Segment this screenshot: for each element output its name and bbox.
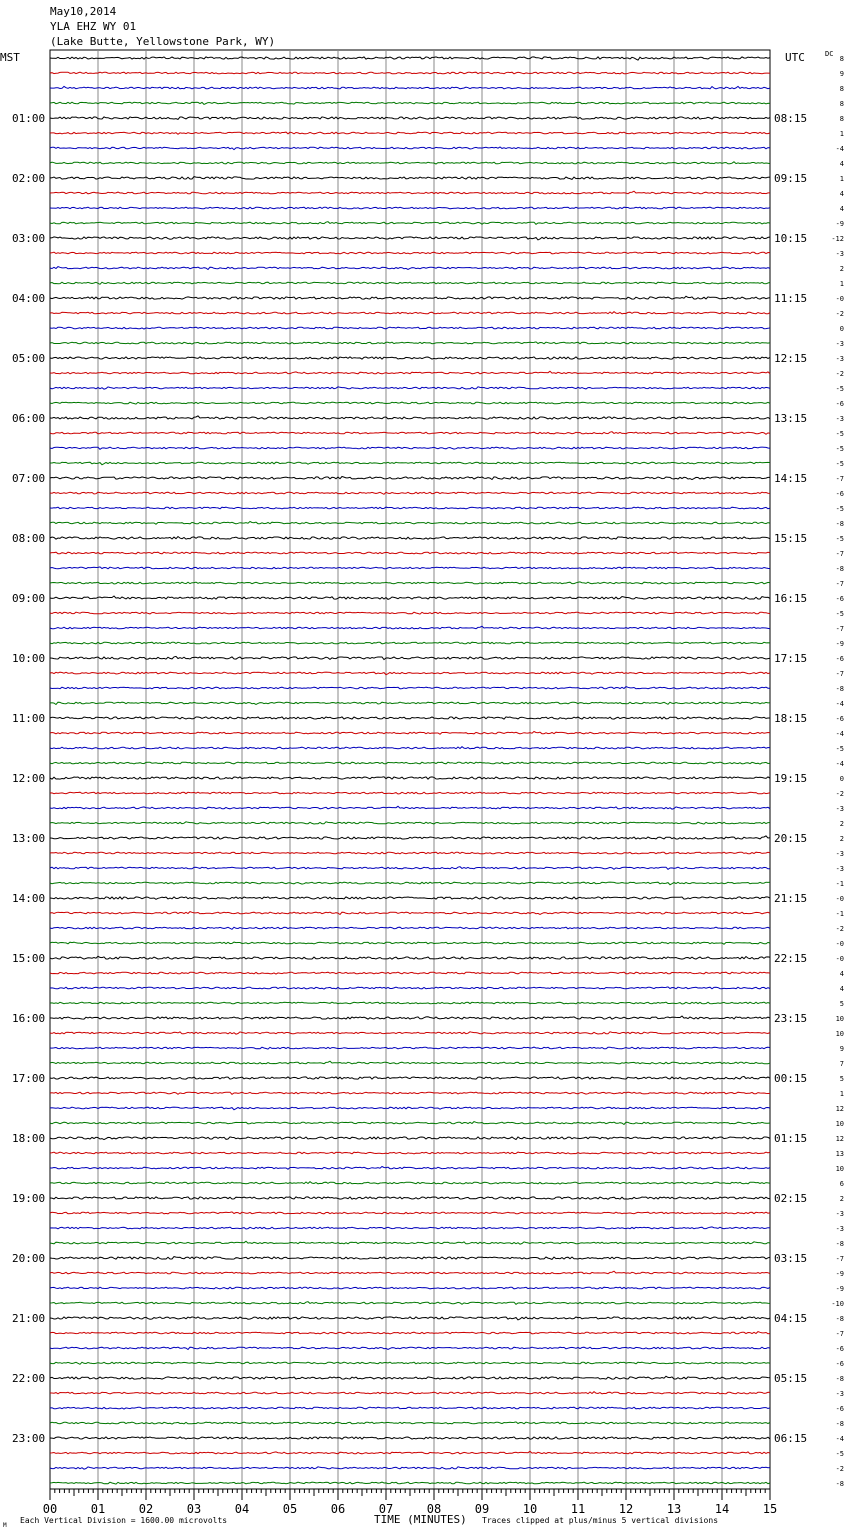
dc-offset-label: -5: [835, 745, 844, 753]
seismic-trace: [50, 57, 770, 60]
mst-hour-label: 05:00: [12, 352, 46, 365]
mst-hour-label: 16:00: [12, 1012, 46, 1025]
x-tick-label: 13: [666, 1502, 682, 1516]
seismic-trace: [50, 477, 770, 480]
x-tick-label: 02: [138, 1502, 154, 1516]
mst-axis-label: MST: [0, 51, 20, 64]
mst-hour-label: 07:00: [12, 472, 46, 485]
utc-hour-label: 14:15: [774, 472, 808, 485]
clip-note: Traces clipped at plus/minus 5 vertical divisions: [482, 1516, 719, 1525]
utc-hour-label: 18:15: [774, 712, 808, 725]
seismic-trace: [50, 1152, 770, 1154]
seismic-trace: [50, 252, 770, 254]
mst-hour-label: 11:00: [12, 712, 46, 725]
vertical-scale-note: Each Vertical Division = 1600.00 microvolts: [20, 1516, 228, 1525]
x-tick-label: 04: [234, 1502, 250, 1516]
seismic-trace: [50, 102, 770, 104]
dc-offset-label: 10: [835, 1165, 844, 1173]
dc-offset-label: 1: [839, 175, 844, 183]
seismic-trace: [50, 582, 770, 584]
mst-hour-label: 20:00: [12, 1252, 46, 1265]
seismic-trace: [50, 732, 770, 735]
dc-offset-label: -2: [835, 1465, 844, 1473]
seismic-trace: [50, 342, 770, 344]
utc-hour-label: 06:15: [774, 1432, 808, 1445]
dc-offset-label: 8: [839, 55, 844, 63]
seismic-trace: [50, 387, 770, 389]
dc-offset-label: -7: [835, 625, 844, 633]
utc-hour-label: 00:15: [774, 1072, 808, 1085]
dc-offset-label: -4: [835, 145, 844, 153]
seismic-trace: [50, 552, 770, 554]
dc-offset-label: 4: [839, 160, 844, 168]
corner-mark: M: [3, 1522, 7, 1529]
dc-offset-label: -3: [835, 415, 844, 423]
seismic-trace: [50, 687, 770, 689]
x-tick-label: 07: [378, 1502, 394, 1516]
dc-offset-label: -5: [835, 610, 844, 618]
dc-offset-label: -2: [835, 925, 844, 933]
seismic-trace: [50, 1392, 770, 1394]
seismic-trace: [50, 1437, 770, 1439]
seismic-trace: [50, 1332, 770, 1334]
seismic-trace: [50, 1287, 770, 1289]
seismic-trace: [50, 162, 770, 164]
seismic-trace: [50, 86, 770, 88]
dc-offset-label: -6: [835, 595, 844, 603]
seismic-trace: [50, 927, 770, 929]
dc-offset-label: 9: [839, 70, 844, 78]
seismic-trace: [50, 282, 770, 284]
seismic-trace: [50, 1422, 770, 1424]
seismic-trace: [50, 447, 770, 449]
seismic-trace: [50, 792, 770, 794]
dc-offset-label: 10: [835, 1015, 844, 1023]
seismic-trace: [50, 1032, 770, 1034]
seismic-trace: [50, 507, 770, 509]
seismic-trace: [50, 537, 770, 540]
utc-hour-label: 04:15: [774, 1312, 808, 1325]
dc-offset-label: 1: [839, 1090, 844, 1098]
seismic-trace: [50, 806, 770, 809]
dc-offset-label: -2: [835, 790, 844, 798]
mst-hour-label: 01:00: [12, 112, 46, 125]
seismic-trace: [50, 177, 770, 180]
dc-offset-label: -3: [835, 1210, 844, 1218]
dc-offset-label: -7: [835, 1255, 844, 1263]
utc-hour-label: 17:15: [774, 652, 808, 665]
utc-hour-label: 08:15: [774, 112, 808, 125]
utc-hour-label: 11:15: [774, 292, 808, 305]
seismic-trace: [50, 777, 770, 779]
seismic-trace: [50, 1107, 770, 1110]
mst-hour-label: 19:00: [12, 1192, 46, 1205]
dc-offset-label: 6: [839, 1180, 844, 1188]
seismic-trace: [50, 1002, 770, 1004]
utc-hour-label: 13:15: [774, 412, 808, 425]
dc-offset-label: 0: [839, 775, 844, 783]
mst-hour-label: 06:00: [12, 412, 46, 425]
seismic-trace: [50, 1047, 770, 1049]
mst-hour-label: 09:00: [12, 592, 46, 605]
dc-offset-label: 4: [839, 985, 844, 993]
dc-offset-label: 5: [839, 1000, 844, 1008]
dc-offset-label: -3: [835, 850, 844, 858]
utc-hour-label: 01:15: [774, 1132, 808, 1145]
seismic-trace: [50, 836, 770, 839]
dc-offset-label: 2: [839, 265, 844, 273]
recording-date: May10,2014: [50, 5, 117, 18]
utc-hour-label: 15:15: [774, 532, 808, 545]
seismic-trace: [50, 1317, 770, 1320]
x-tick-label: 06: [330, 1502, 346, 1516]
mst-hour-label: 13:00: [12, 832, 46, 845]
seismic-trace: [50, 237, 770, 240]
dc-offset-label: -4: [835, 700, 844, 708]
x-tick-label: 08: [426, 1502, 442, 1516]
seismic-trace: [50, 1212, 770, 1214]
dc-offset-label: -0: [835, 940, 844, 948]
seismic-trace: [50, 1271, 770, 1274]
dc-offset-label: 12: [835, 1105, 844, 1113]
dc-offset-label: 2: [839, 1195, 844, 1203]
mst-hour-label: 02:00: [12, 172, 46, 185]
dc-offset-label: -6: [835, 1345, 844, 1353]
seismic-trace: [50, 867, 770, 870]
x-tick-label: 00: [42, 1502, 58, 1516]
seismic-trace: [50, 1302, 770, 1305]
seismic-trace: [50, 1061, 770, 1064]
dc-offset-label: -3: [835, 865, 844, 873]
dc-offset-label: -6: [835, 1405, 844, 1413]
dc-offset-label: -8: [835, 1240, 844, 1248]
seismic-trace: [50, 1197, 770, 1199]
seismic-trace: [50, 1482, 770, 1484]
utc-hour-label: 12:15: [774, 352, 808, 365]
station-code: YLA EHZ WY 01: [50, 20, 137, 33]
seismic-trace: [50, 567, 770, 569]
utc-hour-label: 21:15: [774, 892, 808, 905]
seismic-trace: [50, 296, 770, 299]
seismic-trace: [50, 357, 770, 359]
seismic-trace: [50, 942, 770, 944]
dc-offset-label: -8: [835, 520, 844, 528]
mst-hour-label: 15:00: [12, 952, 46, 965]
dc-offset-label: 10: [835, 1030, 844, 1038]
dc-offset-label: -2: [835, 310, 844, 318]
dc-offset-label: -7: [835, 670, 844, 678]
dc-offset-label: -6: [835, 400, 844, 408]
seismic-trace: [50, 626, 770, 629]
dc-offset-label: -3: [835, 805, 844, 813]
utc-hour-label: 03:15: [774, 1252, 808, 1265]
dc-offset-label: 8: [839, 85, 844, 93]
seismic-trace: [50, 1241, 770, 1244]
seismic-trace: [50, 147, 770, 150]
axis-labels: [0, 50, 844, 1529]
dc-offset-label: -5: [835, 430, 844, 438]
x-tick-label: 05: [282, 1502, 298, 1516]
dc-offset-label: -4: [835, 1435, 844, 1443]
utc-hour-label: 09:15: [774, 172, 808, 185]
dc-offset-label: 1: [839, 130, 844, 138]
dc-offset-label: -9: [835, 640, 844, 648]
dc-offset-label: -4: [835, 730, 844, 738]
dc-offset-label: -5: [835, 535, 844, 543]
dc-offset-label: 2: [839, 835, 844, 843]
seismic-trace: [50, 72, 770, 74]
utc-hour-label: 02:15: [774, 1192, 808, 1205]
x-axis-title: TIME (MINUTES): [374, 1513, 467, 1526]
dc-offset-label: -9: [835, 1285, 844, 1293]
x-tick-label: 01: [90, 1502, 106, 1516]
dc-offset-label: -8: [835, 1375, 844, 1383]
x-tick-label: 15: [762, 1502, 778, 1516]
seismic-trace: [50, 762, 770, 764]
x-tick-label: 11: [570, 1502, 586, 1516]
dc-offset-label: 9: [839, 1045, 844, 1053]
seismic-trace: [50, 656, 770, 659]
seismic-trace: [50, 117, 770, 120]
dc-offset-label: 4: [839, 205, 844, 213]
seismic-trace: [50, 312, 770, 314]
utc-hour-label: 05:15: [774, 1372, 808, 1385]
utc-hour-label: 16:15: [774, 592, 808, 605]
dc-offset-label: -0: [835, 955, 844, 963]
dc-offset-label: 1: [839, 280, 844, 288]
seismic-trace: [50, 596, 770, 599]
dc-offset-label: -8: [835, 1315, 844, 1323]
seismic-trace: [50, 371, 770, 374]
dc-offset-label: 8: [839, 100, 844, 108]
seismic-trace: [50, 852, 770, 854]
dc-offset-label: -0: [835, 895, 844, 903]
dc-offset-label: -5: [835, 445, 844, 453]
seismic-trace: [50, 462, 770, 465]
seismogram-traces: [50, 57, 770, 1484]
seismic-trace: [50, 717, 770, 719]
seismic-trace: [50, 642, 770, 644]
seismic-trace: [50, 416, 770, 419]
seismic-trace: [50, 1122, 770, 1125]
utc-hour-label: 19:15: [774, 772, 808, 785]
dc-offset-label: 13: [835, 1150, 844, 1158]
dc-offset-label: -3: [835, 355, 844, 363]
seismic-trace: [50, 1016, 770, 1019]
dc-offset-label: -7: [835, 580, 844, 588]
utc-hour-label: 20:15: [774, 832, 808, 845]
utc-hour-label: 22:15: [774, 952, 808, 965]
dc-offset-label: -3: [835, 1390, 844, 1398]
mst-hour-label: 22:00: [12, 1372, 46, 1385]
dc-offset-label: 10: [835, 1120, 844, 1128]
mst-hour-label: 14:00: [12, 892, 46, 905]
dc-offset-label: 4: [839, 970, 844, 978]
mst-hour-label: 10:00: [12, 652, 46, 665]
dc-offset-label: -8: [835, 1480, 844, 1488]
seismic-trace: [50, 1376, 770, 1379]
dc-offset-label: -5: [835, 505, 844, 513]
dc-offset-label: -8: [835, 685, 844, 693]
dc-offset-label: -7: [835, 1330, 844, 1338]
mst-hour-label: 23:00: [12, 1432, 46, 1445]
seismic-trace: [50, 1076, 770, 1079]
station-location: (Lake Butte, Yellowstone Park, WY): [50, 35, 276, 48]
dc-offset-label: -3: [835, 1225, 844, 1233]
seismic-trace: [50, 1257, 770, 1260]
dc-offset-label: 8: [839, 115, 844, 123]
seismic-trace: [50, 492, 770, 494]
seismic-trace: [50, 882, 770, 885]
dc-offset-label: 2: [839, 820, 844, 828]
dc-offset-label: -9: [835, 220, 844, 228]
seismic-trace: [50, 956, 770, 959]
seismic-trace: [50, 432, 770, 435]
dc-offset-label: 5: [839, 1075, 844, 1083]
dc-offset-label: 4: [839, 190, 844, 198]
seismic-trace: [50, 897, 770, 899]
x-tick-label: 03: [186, 1502, 202, 1516]
utc-axis-label: UTC: [785, 51, 805, 64]
mst-hour-label: 17:00: [12, 1072, 46, 1085]
seismic-trace: [50, 972, 770, 974]
dc-offset-label: -3: [835, 340, 844, 348]
dc-offset-label: -10: [831, 1300, 844, 1308]
dc-offset-label: -5: [835, 460, 844, 468]
mst-hour-label: 12:00: [12, 772, 46, 785]
seismic-trace: [50, 612, 770, 614]
dc-offset-label: -8: [835, 565, 844, 573]
seismic-trace: [50, 822, 770, 824]
seismic-trace: [50, 1167, 770, 1170]
seismic-trace: [50, 267, 770, 270]
x-tick-label: 14: [714, 1502, 730, 1516]
dc-offset-label: -6: [835, 1360, 844, 1368]
seismic-trace: [50, 1182, 770, 1184]
dc-offset-label: -3: [835, 250, 844, 258]
seismic-trace: [50, 1467, 770, 1469]
dc-offset-label: -9: [835, 1270, 844, 1278]
dc-offset-label: -6: [835, 715, 844, 723]
x-tick-label: 09: [474, 1502, 490, 1516]
mst-hour-label: 03:00: [12, 232, 46, 245]
seismic-trace: [50, 1451, 770, 1454]
seismic-trace: [50, 672, 770, 675]
seismic-trace: [50, 402, 770, 404]
seismic-trace: [50, 1092, 770, 1094]
seismic-trace: [50, 912, 770, 915]
dc-offset-label: -6: [835, 490, 844, 498]
dc-offset-label: -1: [835, 880, 844, 888]
dc-offset-label: -0: [835, 295, 844, 303]
seismic-trace: [50, 222, 770, 225]
seismic-trace: [50, 522, 770, 525]
dc-column-label: DC: [825, 50, 834, 58]
seismic-trace: [50, 987, 770, 989]
dc-offset-label: 0: [839, 325, 844, 333]
seismic-trace: [50, 207, 770, 209]
seismic-trace: [50, 132, 770, 134]
dc-offset-label: -2: [835, 370, 844, 378]
dc-offset-label: -4: [835, 760, 844, 768]
dc-offset-label: -1: [835, 910, 844, 918]
mst-hour-label: 08:00: [12, 532, 46, 545]
dc-offset-label: -7: [835, 550, 844, 558]
dc-offset-label: 12: [835, 1135, 844, 1143]
dc-offset-label: -8: [835, 1420, 844, 1428]
utc-hour-label: 23:15: [774, 1012, 808, 1025]
dc-offset-label: -7: [835, 475, 844, 483]
dc-offset-label: 7: [839, 1060, 844, 1068]
seismic-trace: [50, 747, 770, 749]
seismic-trace: [50, 702, 770, 704]
utc-hour-label: 10:15: [774, 232, 808, 245]
seismic-trace: [50, 191, 770, 194]
dc-offset-label: -12: [831, 235, 844, 243]
mst-hour-label: 21:00: [12, 1312, 46, 1325]
dc-offset-label: -6: [835, 655, 844, 663]
mst-hour-label: 18:00: [12, 1132, 46, 1145]
dc-offset-label: -5: [835, 385, 844, 393]
x-tick-label: 10: [522, 1502, 538, 1516]
seismic-trace: [50, 1362, 770, 1364]
seismic-trace: [50, 327, 770, 329]
mst-hour-label: 04:00: [12, 292, 46, 305]
seismic-trace: [50, 1347, 770, 1349]
x-tick-label: 12: [618, 1502, 634, 1516]
seismic-trace: [50, 1137, 770, 1140]
seismic-trace: [50, 1407, 770, 1409]
dc-offset-label: -5: [835, 1450, 844, 1458]
seismic-trace: [50, 1227, 770, 1229]
